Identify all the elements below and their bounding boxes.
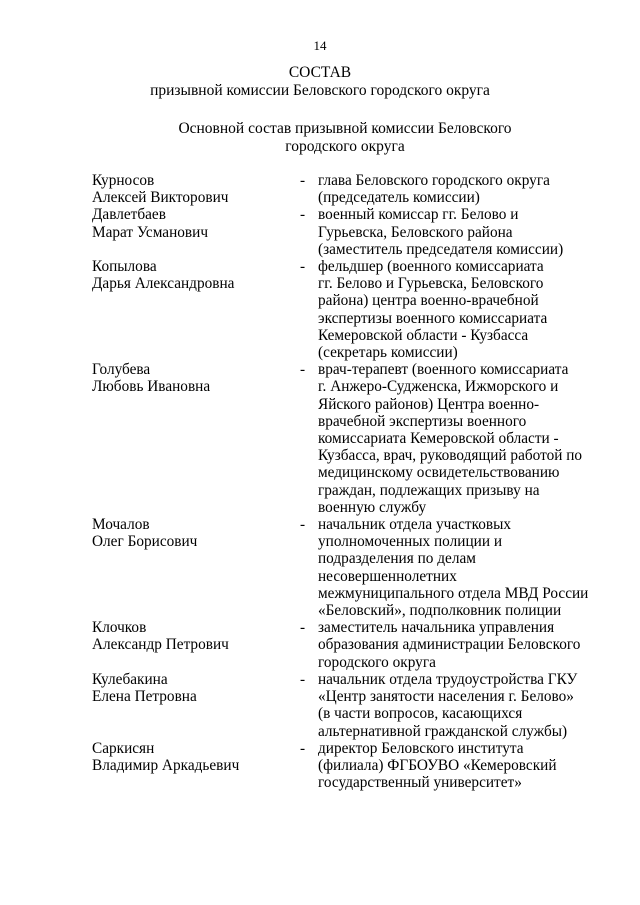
member-role-line: Гурьевска, Беловского района: [318, 223, 513, 241]
member-role-line: альтернативной гражданской службы): [318, 722, 568, 740]
member-row: [92, 172, 592, 206]
member-role: [318, 361, 592, 516]
member-role-line: заместитель начальника управления: [318, 619, 555, 637]
member-surname: Голубева: [92, 361, 151, 379]
member-role-line: образования администрации Беловского: [318, 636, 581, 654]
member-role: [318, 619, 592, 671]
member-role-line: подразделения по делам: [318, 550, 476, 568]
member-role-line: военную службу: [318, 498, 427, 516]
member-role-line: комиссариата Кемеровской области -: [318, 430, 559, 448]
member-role: [318, 740, 592, 792]
members-list: [92, 172, 592, 791]
member-given-names: Елена Петровна: [92, 688, 197, 706]
member-role: [318, 258, 592, 361]
member-role-line: (председатель комиссии): [318, 189, 480, 207]
member-surname: Кулебакина: [92, 670, 168, 688]
member-role-line: межмуниципального отдела МВД России: [318, 584, 589, 602]
member-role-line: экспертизы военного комиссариата: [318, 309, 548, 327]
document-title-block: [120, 64, 520, 100]
member-role-line: г. Анжеро-Судженска, Ижморского и: [318, 378, 559, 396]
member-row: [92, 671, 592, 740]
document-title: СОСТАВ: [288, 64, 352, 81]
member-role-line: Кузбасса, врач, руководящий работой по: [318, 447, 583, 465]
member-dash: -: [300, 619, 306, 637]
member-given-names: Олег Борисович: [92, 533, 198, 551]
document-subtitle: призывной комиссии Беловского городского округа: [150, 82, 490, 99]
member-role-line: «Беловский», подполковник полиции: [318, 602, 562, 620]
member-surname: Саркисян: [92, 739, 155, 757]
member-role: [318, 516, 592, 619]
member-role-line: (секретарь комиссии): [318, 344, 458, 362]
member-role-line: начальник отдела участковых: [318, 516, 512, 534]
member-surname: Мочалов: [92, 516, 150, 534]
member-name: [92, 516, 300, 619]
member-role: [318, 172, 592, 206]
member-role: [318, 206, 592, 258]
member-surname: Копылова: [92, 258, 157, 276]
member-name: [92, 671, 300, 740]
member-name: [92, 172, 300, 206]
member-surname: Курносов: [92, 172, 155, 189]
member-role-line: начальник отдела трудоустройства ГКУ: [318, 670, 578, 688]
member-role-line: (заместитель председателя комиссии): [318, 240, 564, 258]
member-given-names: Александр Петрович: [92, 636, 229, 654]
member-dash: -: [300, 361, 306, 379]
member-role-line: городского округа: [318, 653, 436, 671]
member-role-line: фельдшер (военного комиссариата: [318, 258, 544, 276]
member-role-line: врач-терапевт (военного комиссариата: [318, 361, 569, 379]
member-role-line: военный комиссар гг. Белово и: [318, 206, 519, 224]
member-dash: -: [300, 670, 306, 688]
member-role-line: (в части вопросов, касающихся: [318, 705, 523, 723]
member-given-names: Владимир Аркадьевич: [92, 756, 240, 774]
member-name: [92, 619, 300, 671]
section-heading: [150, 120, 540, 156]
member-role-line: Яйского районов) Центра военно-: [318, 395, 540, 413]
member-role-line: гг. Белово и Гурьевска, Беловского: [318, 275, 544, 293]
section-heading-line-2: городского округа: [285, 138, 405, 155]
section-heading-line-1: Основной состав призывной комиссии Беловского: [178, 120, 512, 137]
member-role-line: медицинскому освидетельствованию: [318, 464, 560, 482]
member-role-line: граждан, подлежащих призыву на: [318, 481, 540, 499]
member-dash: -: [300, 516, 306, 534]
member-name: [92, 206, 300, 258]
member-row: [92, 619, 592, 671]
member-given-names: Любовь Ивановна: [92, 378, 211, 396]
member-role-line: «Центр занятости населения г. Белово»: [318, 688, 574, 706]
member-role-line: (филиала) ФГБОУВО «Кемеровский: [318, 756, 557, 774]
member-dash: -: [300, 206, 306, 224]
member-row: [92, 206, 592, 258]
member-role-line: уполномоченных полиции и: [318, 533, 503, 551]
member-row: [92, 516, 592, 619]
member-given-names: Алексей Викторович: [92, 189, 229, 207]
member-name: [92, 740, 300, 792]
member-role-line: района) центра военно-врачебной: [318, 292, 539, 310]
member-dash: -: [300, 258, 306, 276]
member-row: [92, 361, 592, 516]
member-name: [92, 361, 300, 516]
member-surname: Давлетбаев: [92, 206, 166, 224]
member-given-names: Марат Усманович: [92, 223, 209, 241]
member-row: [92, 258, 592, 361]
member-role: [318, 671, 592, 740]
member-row: [92, 740, 592, 792]
member-surname: Клочков: [92, 619, 147, 637]
member-name: [92, 258, 300, 361]
member-dash: -: [300, 739, 306, 757]
member-role-line: директор Беловского института: [318, 739, 524, 757]
member-role-line: несовершеннолетних: [318, 567, 457, 585]
member-role-line: врачебной экспертизы военного: [318, 412, 527, 430]
member-role-line: Кемеровской области - Кузбасса: [318, 326, 529, 344]
member-dash: -: [300, 172, 306, 189]
member-role-line: государственный университет»: [318, 774, 522, 792]
page-number: 14: [313, 38, 327, 53]
member-role-line: глава Беловского городского округа: [318, 172, 550, 189]
member-given-names: Дарья Александровна: [92, 275, 235, 293]
